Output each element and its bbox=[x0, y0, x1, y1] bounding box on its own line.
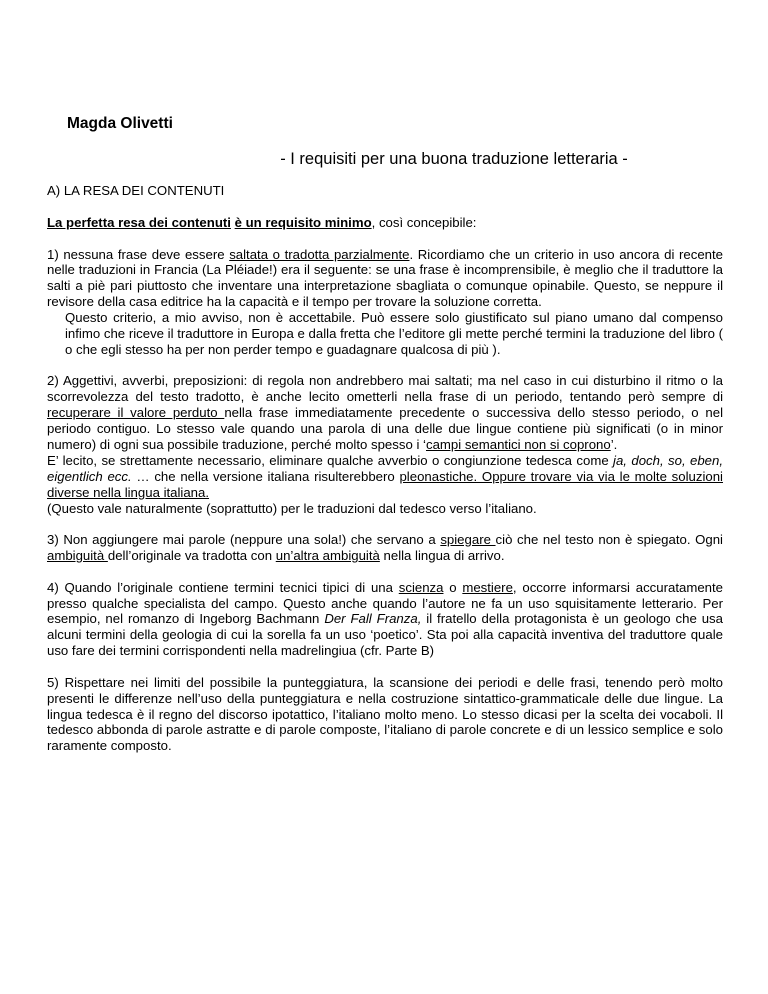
intro-bold-2: è un requisito minimo bbox=[234, 215, 372, 230]
p4-underline-1: scienza bbox=[398, 579, 444, 595]
p4-text-c: , occorre informarsi accuratamente presso qualche specialista del campo. Questo anche quando l’autore ne fa un uso squisitamente letterario. Per esempio, nel romanzo di Ingeborg Bachmann bbox=[47, 579, 723, 627]
p2-text-d: E’ lecito, se strettamente necessario, eliminare qualche avverbio o congiunzione tedesca come bbox=[47, 452, 614, 468]
p2-text-e: … che nella versione italiana risulterebbero bbox=[131, 468, 400, 484]
paragraph-4 bbox=[47, 580, 723, 660]
p1-text-b: . Ricordiamo che un criterio in uso ancora di recente nelle traduzioni in Francia (La Pléiade!) era il seguente: se una frase è incomprensibile, è meglio che il traduttore la salti a piè pari piuttosto che inventare una interpretazione sbagliata o comunque opinabile. Questo, se neppure il revisore della casa editrice ha la capacità e il tempo per trovare la soluzione corretta. bbox=[47, 246, 724, 310]
title-text: - I requisiti per una buona traduzione letteraria - bbox=[280, 150, 628, 168]
p1-underline-1: saltata o tradotta parzialmente bbox=[229, 246, 410, 262]
p3-underline-2: ambiguità bbox=[47, 548, 108, 564]
paragraph-2-line-3 bbox=[47, 501, 723, 517]
p3-text-d: nella lingua di arrivo. bbox=[379, 548, 505, 564]
section-heading: A) LA RESA DEI CONTENUTI bbox=[47, 183, 225, 198]
document-body bbox=[47, 215, 723, 770]
paragraph-1 bbox=[47, 247, 723, 311]
p2-underline-3: pleonastiche. Oppure trovare via via le molte soluzioni diverse nella lingua italiana. bbox=[47, 468, 723, 500]
p2-italic-1: ja, doch, so, eben, eigentlich ecc. bbox=[47, 452, 723, 484]
p2-text-f: (Questo vale naturalmente (soprattutto) per le traduzioni dal tedesco verso l’italiano. bbox=[47, 500, 537, 516]
p3-text-a: 3) Non aggiungere mai parole (neppure una sola!) che servano a bbox=[47, 532, 441, 548]
p2-underline-2: campi semantici non si coprono bbox=[425, 437, 611, 453]
intro-bold-1: La perfetta resa dei contenuti bbox=[47, 215, 231, 230]
author-name: Magda Olivetti bbox=[67, 115, 173, 132]
p4-text-d: il fratello della protagonista è un geologo che usa alcuni termini della geologia di cui la sorella fa un uso ‘poetico’. Sta poi alla capacità inventiva del traduttore quale uso fare dei termini corrispondenti nella madrelingiua (cfr. Parte B) bbox=[47, 611, 723, 659]
p1-text-a: 1) nessuna frase deve essere bbox=[47, 246, 230, 262]
p2-text-c: ’. bbox=[610, 437, 618, 453]
p3-text-b: ciò che nel testo non è spiegato. Ogni bbox=[495, 532, 723, 548]
p4-italic-1: Der Fall Franza, bbox=[324, 611, 422, 627]
paragraph-1-continued bbox=[47, 310, 723, 358]
paragraph-2-line-2 bbox=[47, 453, 723, 501]
p4-text-a: 4) Quando l’originale contiene termini tecnici tipici di una bbox=[47, 579, 399, 595]
paragraph-3 bbox=[47, 532, 723, 564]
intro-paragraph bbox=[47, 215, 723, 231]
p2-text-a: 2) Aggettivi, avverbi, preposizioni: di regola non andrebbero mai saltati; ma nel caso in cui disturbino il ritmo o la scorrevolezza del testo tradotto, è anche lecito ometterli nella frase di un periodo, tentando però sempre di bbox=[47, 373, 723, 405]
p5-text-a: 5) Rispettare nei limiti del possibile la punteggiatura, la scansione dei periodi e delle frasi, tenendo però molto presenti le differenze nell’uso della punteggiatura e nella costruzione sintattico-grammaticale delle due lingue. La lingua tedesca è il regno del discorso ipotattico, l’italiano molto meno. Lo stesso dicasi per la scelta dei vocaboli. Il tedesco abbonda di parole astratte e di parole composte, l’italiano di parole concrete e di un lessico semplice e solo raramente composto. bbox=[47, 674, 723, 754]
p4-underline-2: mestiere bbox=[462, 579, 513, 595]
paragraph-5 bbox=[47, 675, 723, 755]
p2-text-b: nella frase immediatamente precedente o successiva dello stesso periodo, o nel periodo contiguo. Lo stesso vale quando una parola di una delle due lingue contiene più significati (o in minor numero) di ogni sua possibile traduzione, perché molto spesso i ‘ bbox=[47, 405, 723, 453]
p3-text-c: dell’originale va tradotta con bbox=[107, 548, 276, 564]
paragraph-2 bbox=[47, 373, 723, 453]
p3-underline-3: un’altra ambiguità bbox=[275, 548, 380, 564]
document-title bbox=[0, 150, 768, 169]
p2-underline-1: recuperare il valore perduto bbox=[47, 405, 225, 421]
p3-underline-1: spiegare bbox=[440, 532, 496, 548]
intro-rest: , così concepibile: bbox=[371, 215, 477, 230]
p1-text-c: Questo criterio, a mio avviso, non è accettabile. Può essere solo giustificato sul piano umano dal compenso infimo che riceve il traduttore in Europa e dalla fretta che l’editore gli mette perché termini la traduzione del libro ( o che egli stesso ha per non perder tempo e guadagnare qualcosa di più ). bbox=[65, 310, 723, 357]
p4-text-b: o bbox=[443, 579, 463, 595]
